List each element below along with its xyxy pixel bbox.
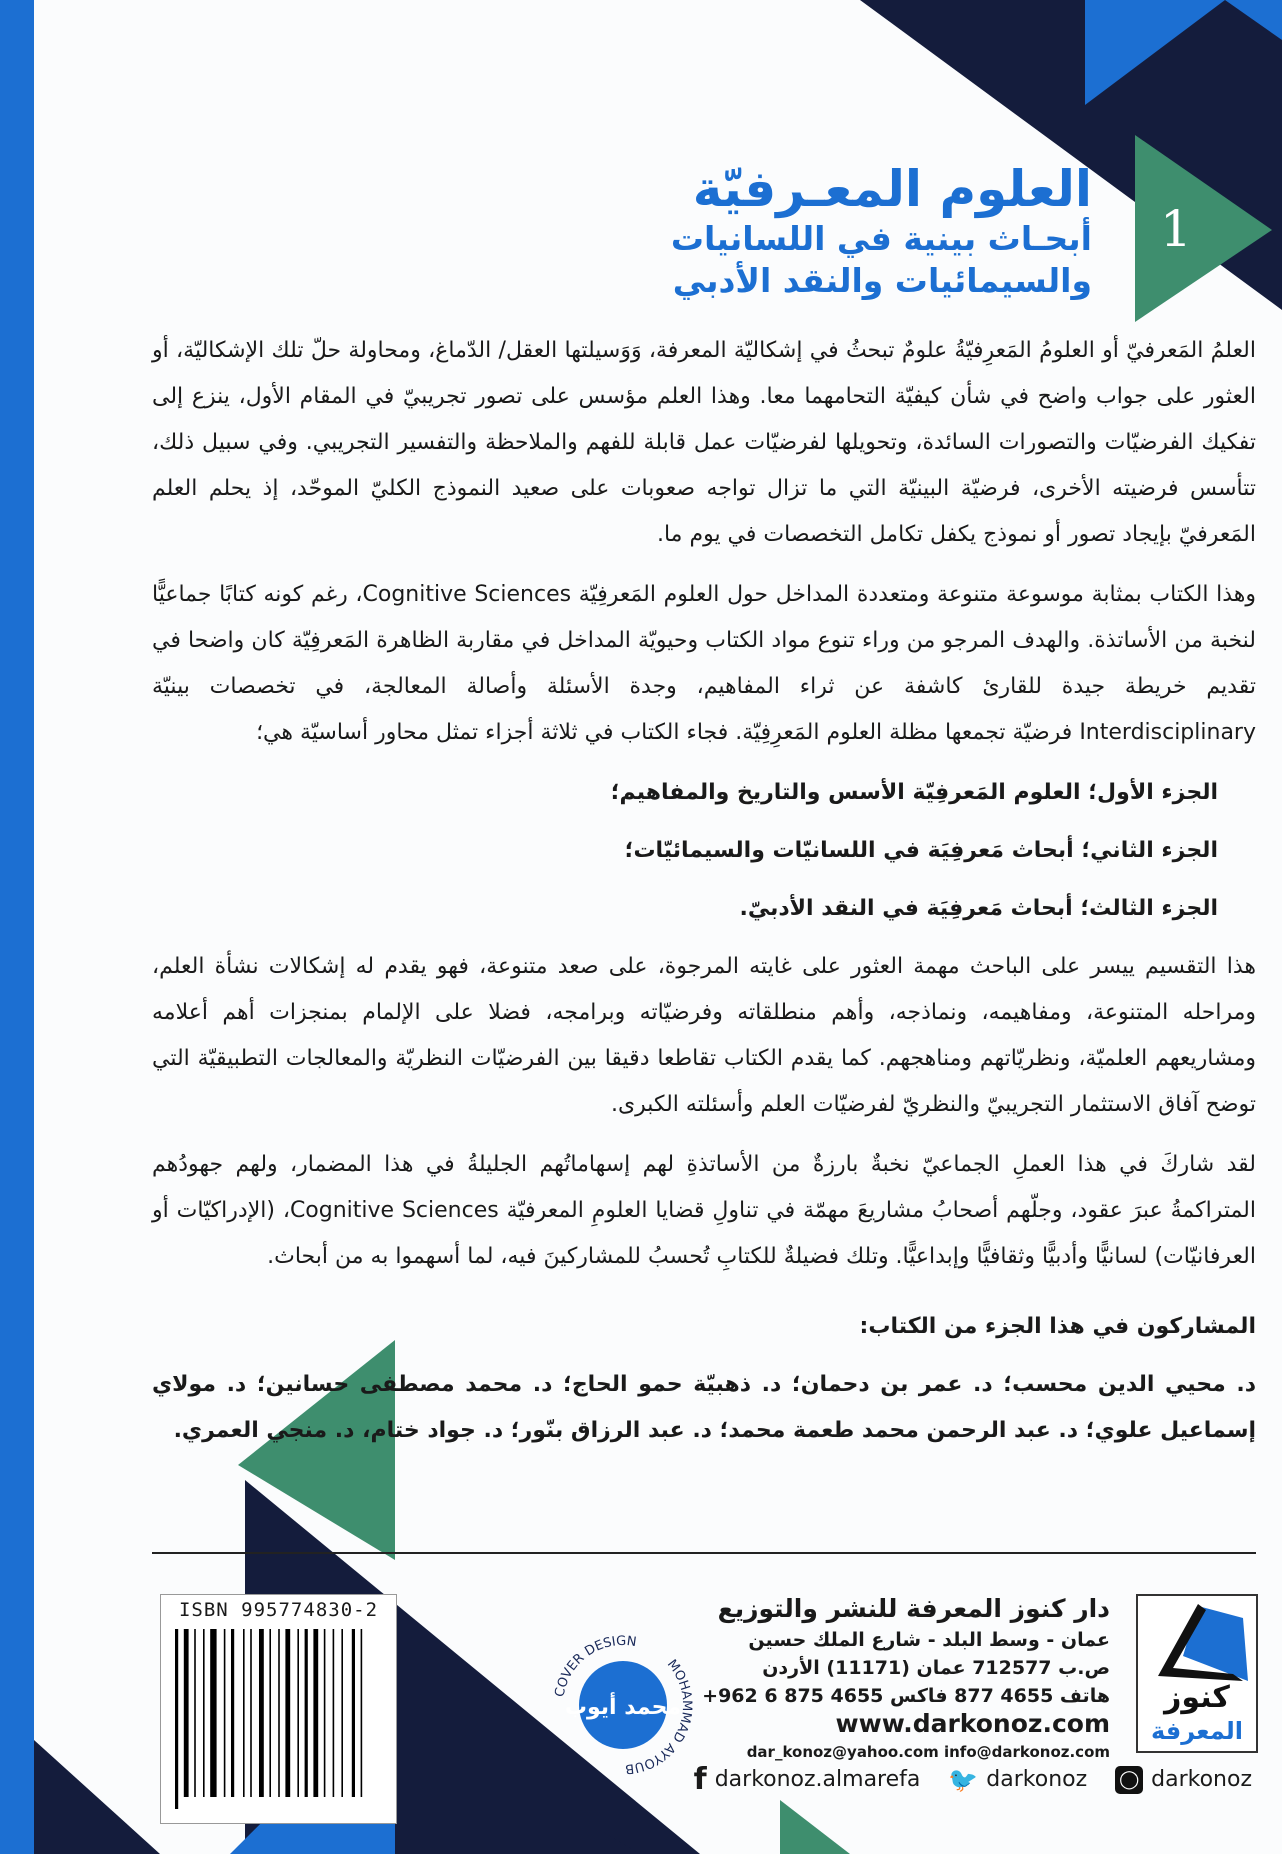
part-1: الجزء الأول؛ العلوم المَعرفِيّة الأسس والتاريخ والمفاهيم؛ (610, 780, 1218, 805)
publisher-emails[interactable]: dar_konoz@yahoo.com info@darkonoz.com (746, 1743, 1110, 1761)
barcode-bar (250, 1629, 252, 1797)
isbn-barcode (160, 1594, 397, 1824)
publisher-name: دار كنوز المعرفة للنشر والتوزيع (717, 1594, 1110, 1623)
barcode-bar (243, 1629, 245, 1797)
publisher-website[interactable]: www.darkonoz.com (835, 1709, 1110, 1738)
publisher-info (702, 1592, 1110, 1766)
barcode-bar (203, 1629, 205, 1797)
barcode-bar (175, 1629, 178, 1809)
publisher-phone: هاتف 4655 877 فاكس 4655 875 6 962+ (702, 1685, 1110, 1707)
twitter-icon: 🐦 (948, 1765, 979, 1794)
left-blue-strip (0, 0, 34, 1854)
barcode-bar (278, 1629, 280, 1797)
barcode-bar (305, 1629, 308, 1797)
barcode-bar (341, 1629, 343, 1797)
barcode-bar (269, 1629, 271, 1797)
publisher-address: عمان - وسط البلد - شارع الملك حسين (748, 1629, 1110, 1651)
svg-text:محمد أيوب: محمد أيوب (564, 1695, 682, 1720)
blurb (152, 328, 1256, 1468)
barcode-bar (361, 1629, 363, 1797)
publisher-po-box: ص.ب 712577 عمان (11171) الأردن (762, 1657, 1110, 1679)
paragraph-4: لقد شاركَ في هذا العملِ الجماعيّ نخبةٌ بارزةٌ من الأساتذةِ لهم إسهاماتُهم الجليلةُ في هذا المضمار، ولهم جهودُهم المتراكمةُ عبرَ عقود، وجلّهم أصحابُ مشاريعَ مهمّة في تناولِ قضايا العلومِ المعرفيّة Cognitive Sciences، (الإدراكيّات أو العرفانيّات) لسانيًّا وأدبيًّا وثقافيًّا وإبداعيًّا. وتلك فضيلةٌ للكتابِ تُحسبُ للمشاركينَ فيه، لما أسهموا به من أبحاث. (152, 1152, 1256, 1269)
part-2: الجزء الثاني؛ أبحاث مَعرفِيَة في اللسانيّات والسيمائيّات؛ (624, 838, 1218, 863)
book-subtitle-line1: أبحـاث بينية في اللسانيات (670, 219, 1092, 258)
barcode-bar (333, 1629, 335, 1797)
divider (152, 1552, 1256, 1554)
barcode-bar (231, 1629, 234, 1797)
barcode-bars (175, 1629, 380, 1809)
barcode-bar (324, 1629, 326, 1797)
social-links (694, 1762, 1252, 1797)
cover-design-stamp (548, 1630, 698, 1780)
barcode-bar (313, 1629, 318, 1797)
paragraph-3: هذا التقسيم ييسر على الباحث مهمة العثور على غايته المرجوة، على صعد متنوعة، فهو يقدم له إشكالات نشأة العلم، ومراحله المتنوعة، ومفاهيمه، ونماذجه، وأهم منطلقاته وفرضيّاته وبرامجه، فضلا على الإلمام بمنجزات أهم أعلامه ومشاريعهم العلميّة، ونظريّاتهم ومناهجهم. كما يقدم الكتاب تقاطعا دقيقا بين الفرضيّات النظريّة والمعالجات التطبيقيّة التي توضح آفاق الاستثمار التجريبيّ والنظريّ لفرضيّات العلم وأسئلته الكبرى. (152, 954, 1256, 1117)
svg-text:MOHAMMAD AYYOUB: MOHAMMAD AYYOUB (624, 1657, 695, 1777)
barcode-bar (259, 1629, 264, 1797)
paragraph-2: وهذا الكتاب بمثابة موسوعة متنوعة ومتعددة المداخل حول العلوم المَعرفِيّة Cognitive Sciences، رغم كونه كتابًا جماعيًّا لنخبة من الأساتذة. والهدف المرجو من وراء تنوع مواد الكتاب وحيويّة المداخل في مقاربة الظاهرة المَعرفِيّة كان واضحا في تقديم خريطة جيدة للقارئ كاشفة عن ثراء المفاهيم، وجدة الأسئلة وأصالة المعالجة، في تخصصات بينيّة Interdisciplinary فرضيّة تجمعها مظلة العلوم المَعرِفِيّة. فجاء الكتاب في ثلاثة أجزاء تمثل محاور أساسيّة هي؛ (152, 582, 1257, 745)
svg-text:COVER DESIGN: COVER DESIGN (552, 1633, 638, 1699)
barcode-bar (352, 1629, 355, 1797)
volume-number: 1 (1160, 200, 1192, 258)
part-3: الجزء الثالث؛ أبحاث مَعرفِيَة في النقد الأدبيّ. (739, 896, 1218, 921)
barcode-bar (224, 1629, 226, 1797)
book-subtitle-line2: والسيمائيات والنقد الأدبي (672, 261, 1092, 300)
barcode-bar (210, 1629, 216, 1797)
contributors-heading: المشاركون في هذا الجزء من الكتاب: (859, 1314, 1256, 1339)
paragraph-1: العلمُ المَعرفيّ أو العلومُ المَعرِفيّةُ علومٌ تبحثُ في إشكاليّة المعرفة، وَوَسيلتها العقل/ الدّماغ، ومحاولة حلّ تلك الإشكاليّة، أو العثور على جواب واضح في شأن كيفيّة التحامهما معا. وهذا العلم مؤسس على تصور تجريبيّ في المقام الأول، ينزع إلى تفكيك الفرضيّات والتصورات السائدة، وتحويلها لفرضيّات عمل قابلة للفهم والملاحظة والتفسير التجريبي. وفي سبيل ذلك، تتأسس فرضيته الأخرى، فرضيّة البينيّة التي ما تزال تواجه صعوبات على صعيد النموذج الكليّ الموحّد، إذ يحلم العلم المَعرفيّ بإيجاد تصور أو نموذج يكفل تكامل التخصصات في يوم ما. (152, 338, 1256, 547)
barcode-bar (285, 1629, 290, 1797)
barcode-bar (194, 1629, 196, 1797)
contributors-list: د. محيي الدين محسب؛ د. عمر بن دحمان؛ د. ذهبيّة حمو الحاج؛ د. محمد مصطفى حسانين؛ د. مولاي إسماعيل علوي؛ د. عبد الرحمن محمد طعمة محمد؛ د. عبد الرزاق بنّور؛ د. جواد ختام، د. منجي العمري. (152, 1372, 1256, 1443)
barcode-bar (184, 1629, 189, 1797)
instagram-link[interactable]: ◯ darkonoz (1115, 1766, 1252, 1794)
book-title-block (671, 160, 1092, 302)
publisher-logo: كنوز المعرفة (1136, 1594, 1258, 1753)
book-title: العلوم المعـرفيّة (692, 160, 1092, 218)
instagram-icon: ◯ (1115, 1766, 1143, 1794)
barcode-bar (297, 1629, 299, 1797)
facebook-icon: f (693, 1762, 707, 1797)
facebook-link[interactable]: f darkonoz.almarefa (693, 1762, 921, 1797)
twitter-link[interactable]: 🐦 darkonoz (948, 1765, 1088, 1794)
isbn-text: ISBN 995774830-2 (178, 1599, 379, 1621)
